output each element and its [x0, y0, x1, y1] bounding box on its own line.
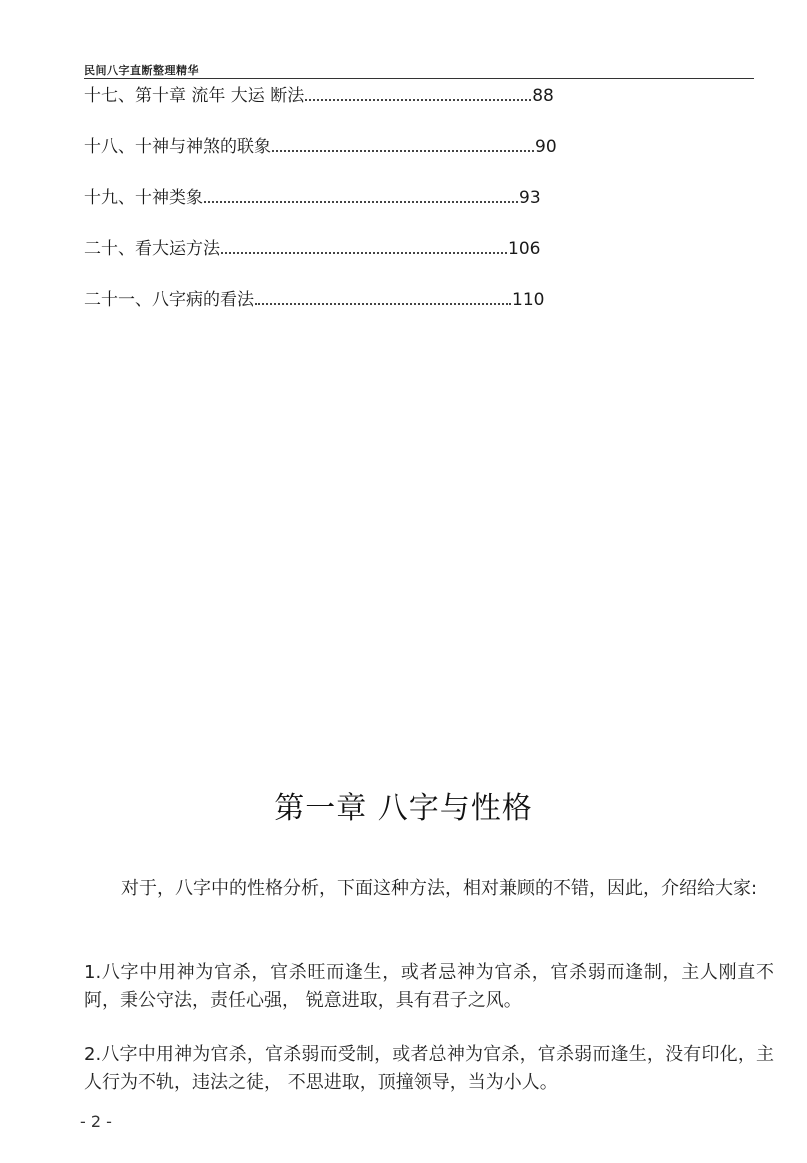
list-item: 1.八字中用神为官杀，官杀旺而逢生，或者忌神为官杀，官杀弱而逢制，主人刚直不阿，秉公守法，责任心强， 锐意进取，具有君子之风。 — [84, 962, 774, 1011]
running-header-title: 民间八字直断整理精华 — [84, 64, 199, 77]
toc-leader-dots — [221, 252, 507, 254]
list-item: 2.八字中用神为官杀，官杀弱而受制，或者总神为官杀，官杀弱而逢生，没有印化，主人行为不轨，违法之徒， 不思进取，顶撞领导，当为小人。 — [84, 1044, 774, 1093]
chapter-title: 第一章 八字与性格 — [274, 791, 533, 826]
toc-entry — [84, 184, 541, 208]
toc-entry-label: 十九、十神类象 — [84, 188, 203, 208]
page-number: - 2 - — [80, 1112, 112, 1131]
toc-entry-page: 88 — [532, 86, 554, 106]
toc-entry — [84, 235, 540, 259]
toc-leader-dots — [272, 150, 534, 152]
toc-entry-label: 二十一、八字病的看法 — [84, 290, 254, 310]
toc-leader-dots — [255, 303, 511, 305]
toc-entry-page: 106 — [508, 239, 541, 259]
toc-leader-dots — [204, 201, 518, 203]
toc-entry — [84, 286, 544, 310]
toc-entry-label: 二十、看大运方法 — [84, 239, 220, 259]
toc-entry — [84, 82, 554, 106]
toc-entry-page: 110 — [512, 290, 545, 310]
toc-entry-page: 93 — [519, 188, 541, 208]
header-rule — [84, 78, 754, 79]
toc-entry-label: 十七、第十章 流年 大运 断法 — [84, 86, 305, 106]
toc-leader-dots — [305, 99, 531, 101]
toc-entry-label: 十八、十神与神煞的联象 — [84, 137, 271, 157]
toc-entry — [84, 133, 557, 157]
toc-entry-page: 90 — [535, 137, 557, 157]
intro-paragraph: 对于，八字中的性格分析，下面这种方法，相对兼顾的不错，因此，介绍给大家: — [121, 878, 758, 899]
